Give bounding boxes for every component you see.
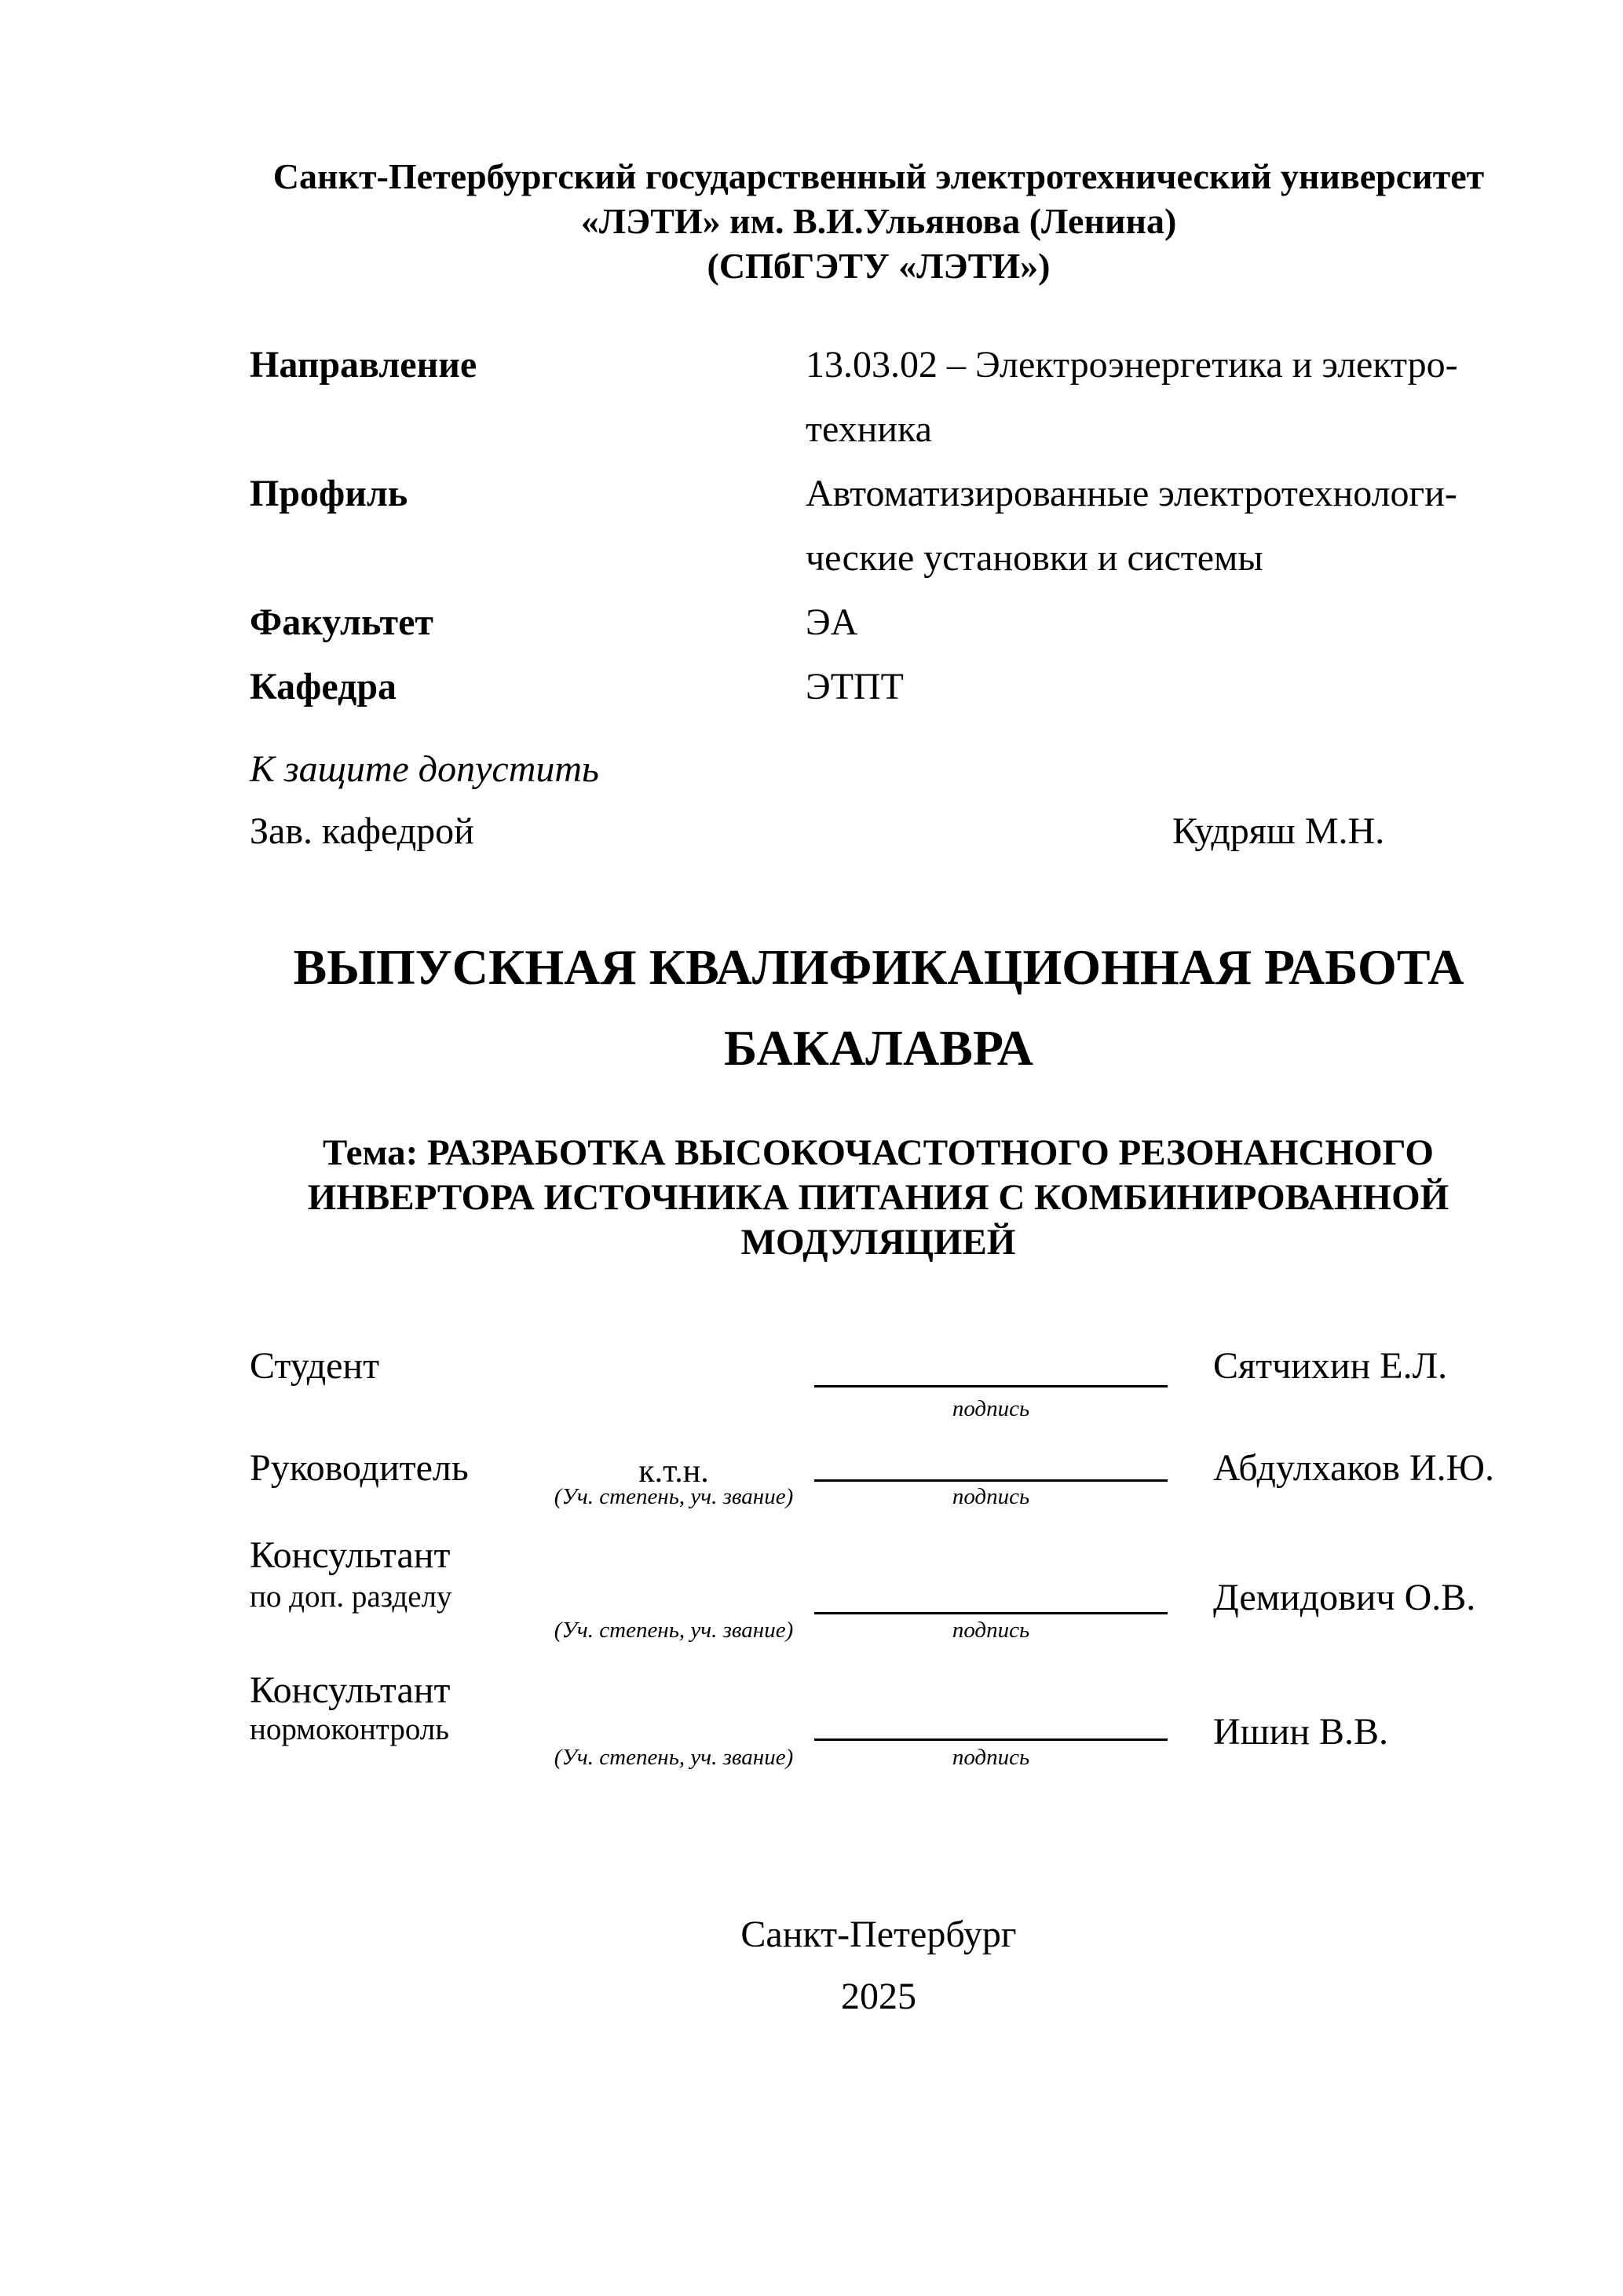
- field-row-faculty: [250, 590, 1522, 655]
- thesis-topic-line-2: ИНВЕРТОРА ИСТОЧНИКА ПИТАНИЯ С КОМБИНИРОВАННОЙ: [307, 1177, 1449, 1218]
- department-head-label: Зав. кафедрой: [250, 810, 474, 852]
- signature-caption-sign: подпись: [952, 1745, 1030, 1770]
- signature-line-consultant-normcontrol: [814, 1701, 1168, 1741]
- signature-name-consultant-additional: Демидович О.В.: [1213, 1577, 1476, 1618]
- degree-caption: (Уч. степень, уч. звание): [554, 1484, 794, 1509]
- field-value-line: 13.03.02 – Электроэнергетика и электро-: [806, 344, 1458, 386]
- field-value-line: ческие установки и системы: [806, 537, 1263, 579]
- signature-caption-sign: подпись: [952, 1618, 1030, 1643]
- work-title: [250, 927, 1508, 1088]
- signature-line-consultant-additional: [814, 1574, 1168, 1614]
- program-fields: [250, 333, 1522, 719]
- university-name-line-2: «ЛЭТИ» им. В.И.Ульянова (Ленина): [580, 201, 1177, 241]
- consultant-normcontrol-sublabel: нормоконтроль: [250, 1713, 450, 1746]
- degree-caption: (Уч. степень, уч. звание): [554, 1745, 794, 1770]
- signature-name-student: Сятчихин Е.Л.: [1213, 1345, 1448, 1387]
- work-title-line-1: ВЫПУСКНАЯ КВАЛИФИКАЦИОННАЯ РАБОТА: [293, 939, 1464, 995]
- field-label-profile: Профиль: [250, 473, 408, 514]
- field-value-direction: [806, 333, 1458, 462]
- thesis-topic-line-1: Тема: РАЗРАБОТКА ВЫСОКОЧАСТОТНОГО РЕЗОНАНСНОГО: [323, 1132, 1434, 1173]
- signature-role-student: Студент: [250, 1345, 380, 1387]
- thesis-topic: [228, 1131, 1529, 1265]
- field-row-profile: [250, 462, 1522, 590]
- university-name-line-1: Санкт-Петербургский государственный электротехнический университет: [272, 156, 1485, 196]
- degree-caption: (Уч. степень, уч. звание): [554, 1618, 794, 1643]
- thesis-topic-line-3: МОДУЛЯЦИЕЙ: [740, 1222, 1016, 1263]
- field-row-department: [250, 655, 1522, 719]
- work-title-line-2: БАКАЛАВРА: [723, 1020, 1034, 1076]
- signature-role-consultant-additional: Консультант: [250, 1534, 451, 1576]
- field-row-direction: [250, 333, 1522, 462]
- field-value-department: ЭТПТ: [806, 666, 904, 707]
- field-value-line: Автоматизированные электротехнологи-: [806, 473, 1457, 514]
- footer-year: 2025: [841, 1976, 916, 2017]
- field-label-direction: Направление: [250, 344, 477, 386]
- department-head-name: Кудряш М.Н.: [1172, 810, 1385, 852]
- university-header: [250, 154, 1508, 288]
- field-value-profile: [806, 462, 1457, 590]
- signature-caption-sign: подпись: [952, 1484, 1030, 1509]
- admission-note: К защите допустить: [250, 748, 599, 790]
- university-name-line-3: (СПбГЭТУ «ЛЭТИ»): [707, 246, 1051, 286]
- signature-role-consultant-normcontrol: Консультант: [250, 1669, 451, 1711]
- field-value-line: техника: [806, 408, 932, 450]
- field-value-faculty: ЭА: [806, 601, 858, 643]
- signature-caption-sign: подпись: [952, 1396, 1030, 1421]
- signature-name-consultant-normcontrol: Ишин В.В.: [1213, 1711, 1389, 1753]
- signature-role-supervisor: Руководитель: [250, 1447, 469, 1489]
- footer-city: Санкт-Петербург: [740, 1914, 1017, 1955]
- consultant-additional-sublabel: по доп. разделу: [250, 1580, 452, 1614]
- signature-name-supervisor: Абдулхаков И.Ю.: [1213, 1447, 1494, 1489]
- supervisor-degree: к.т.н.: [638, 1453, 709, 1490]
- signature-line-supervisor: [814, 1442, 1168, 1482]
- field-label-faculty: Факультет: [250, 601, 433, 643]
- signature-line-student: [814, 1347, 1168, 1387]
- field-label-department: Кафедра: [250, 666, 397, 707]
